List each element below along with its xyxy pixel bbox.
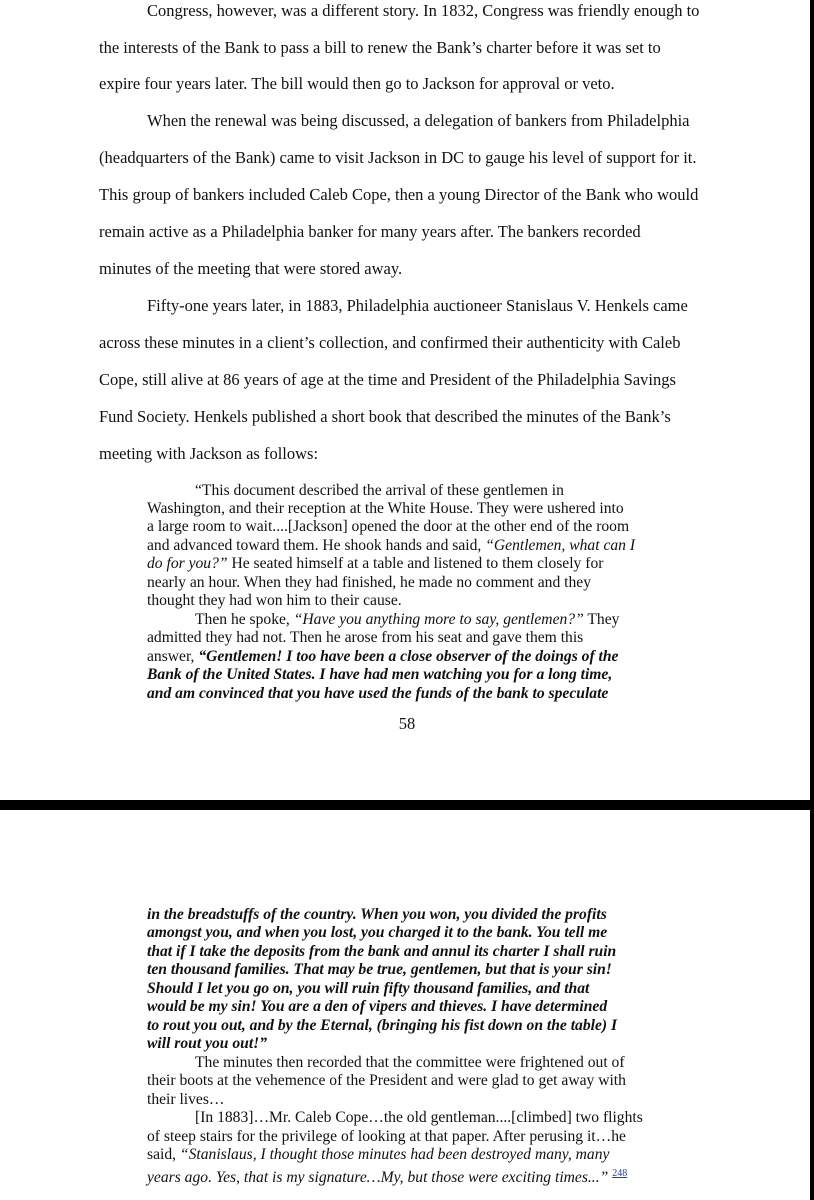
body-text-line: Fifty-one years later, in 1883, Philadelphia auctioneer Stanislaus V. Henkels came: [147, 296, 688, 315]
quote-line: [147, 648, 618, 666]
quote-line: a large room to wait....[Jackson] opened the door at the other end of the room: [147, 518, 630, 535]
quote-text: said,: [147, 1146, 180, 1163]
quote-text: They: [583, 611, 620, 628]
quote-line: Bank of the United States. I have had men watching you for a long time,: [147, 666, 613, 683]
quote-line: in the breadstuffs of the country. When you won, you divided the profits: [147, 906, 607, 923]
body-text-line: expire four years later. The bill would then go to Jackson for approval or veto.: [99, 74, 615, 93]
quote-text: He seated himself at a table and listened to them closely for: [227, 555, 604, 572]
quote-line: of steep stairs for the privilege of looking at that paper. After perusing it…he: [147, 1128, 626, 1145]
page-number: 58: [398, 714, 416, 733]
quote-line: Washington, and their reception at the White House. They were ushered into: [147, 500, 624, 517]
body-text-line: When the renewal was being discussed, a delegation of bankers from Philadelphia: [147, 111, 690, 130]
quote-text: answer,: [147, 648, 199, 665]
quote-line: that if I take the deposits from the bank and annul its charter I shall ruin: [147, 943, 617, 960]
body-text-line: remain active as a Philadelphia banker for many years after. The bankers recorded: [99, 222, 641, 241]
quote-line: and am convinced that you have used the funds of the bank to speculate: [147, 685, 609, 702]
quote-line: [147, 537, 635, 555]
body-text-line: Congress, however, was a different story. In 1832, Congress was friendly enough to: [147, 1, 700, 20]
quote-line: their lives…: [147, 1091, 225, 1108]
quote-text: and advanced toward them. He shook hands and said,: [147, 537, 486, 554]
quote-line: [147, 555, 603, 573]
body-text-line: This group of bankers included Caleb Cope, then a young Director of the Bank who would: [99, 185, 699, 204]
quote-line: [In 1883]…Mr. Caleb Cope…the old gentleman....[climbed] two flights: [195, 1109, 643, 1126]
quote-line: thought they had won him to their cause.: [147, 592, 402, 609]
body-text-line: Cope, still alive at 86 years of age at the time and President of the Philadelphia Savings: [99, 370, 676, 389]
body-text-line: across these minutes in a client’s collection, and confirmed their authenticity with Caleb: [99, 333, 681, 352]
quote-italic-text: “Have you anything more to say, gentlemen?”: [293, 611, 584, 628]
quote-line: admitted they had not. Then he arose from his seat and gave them this: [147, 629, 584, 646]
quote-line: amongst you, and when you lost, you charged it to the bank. You tell me: [147, 924, 608, 941]
quote-line: would be my sin! You are a den of vipers and thieves. I have determined: [147, 998, 608, 1015]
page-edge: [810, 0, 814, 1200]
quote-line: will rout you out!”: [147, 1035, 268, 1052]
quote-line: [195, 611, 619, 629]
body-text-line: minutes of the meeting that were stored away.: [99, 259, 403, 278]
quote-italic-text: “Stanislaus, I thought those minutes had been destroyed many, many: [179, 1146, 610, 1163]
quote-line: Should I let you go on, you will ruin fifty thousand families, and that: [147, 980, 590, 997]
quote-line: “This document described the arrival of these gentlemen in: [195, 482, 564, 499]
quote-line: [147, 1146, 609, 1164]
quote-italic-text: “Gentlemen, what can I: [485, 537, 636, 554]
quote-line: [147, 1165, 627, 1187]
quote-bold-italic-text: “Gentlemen! I too have been a close observer of the doings of the: [198, 648, 619, 665]
quote-text: Then he spoke,: [195, 611, 294, 628]
footnote-reference-link[interactable]: 248: [612, 1168, 628, 1179]
quote-italic-text: do for you?”: [147, 555, 228, 572]
body-text-line: (headquarters of the Bank) came to visit Jackson in DC to gauge his level of support for it.: [99, 148, 697, 167]
body-text-line: the interests of the Bank to pass a bill to renew the Bank’s charter before it was set to: [99, 38, 661, 57]
page-separator: [0, 800, 814, 810]
quote-line: nearly an hour. When they had finished, he made no comment and they: [147, 574, 592, 591]
body-text-line: meeting with Jackson as follows:: [99, 444, 319, 463]
quote-line: their boots at the vehemence of the President and were glad to get away with: [147, 1072, 626, 1089]
quote-italic-text: years ago. Yes, that is my signature…My, but those were exciting times...”: [147, 1169, 609, 1187]
document-page-59: [0, 810, 810, 1200]
quote-line: to rout you out, and by the Eternal, (bringing his fist down on the table) I: [147, 1017, 618, 1034]
quote-line: The minutes then recorded that the committee were frightened out of: [195, 1054, 625, 1071]
quote-line: ten thousand families. That may be true, gentlemen, but that is your sin!: [147, 961, 612, 978]
body-text-line: Fund Society. Henkels published a short book that described the minutes of the Bank’s: [99, 407, 671, 426]
